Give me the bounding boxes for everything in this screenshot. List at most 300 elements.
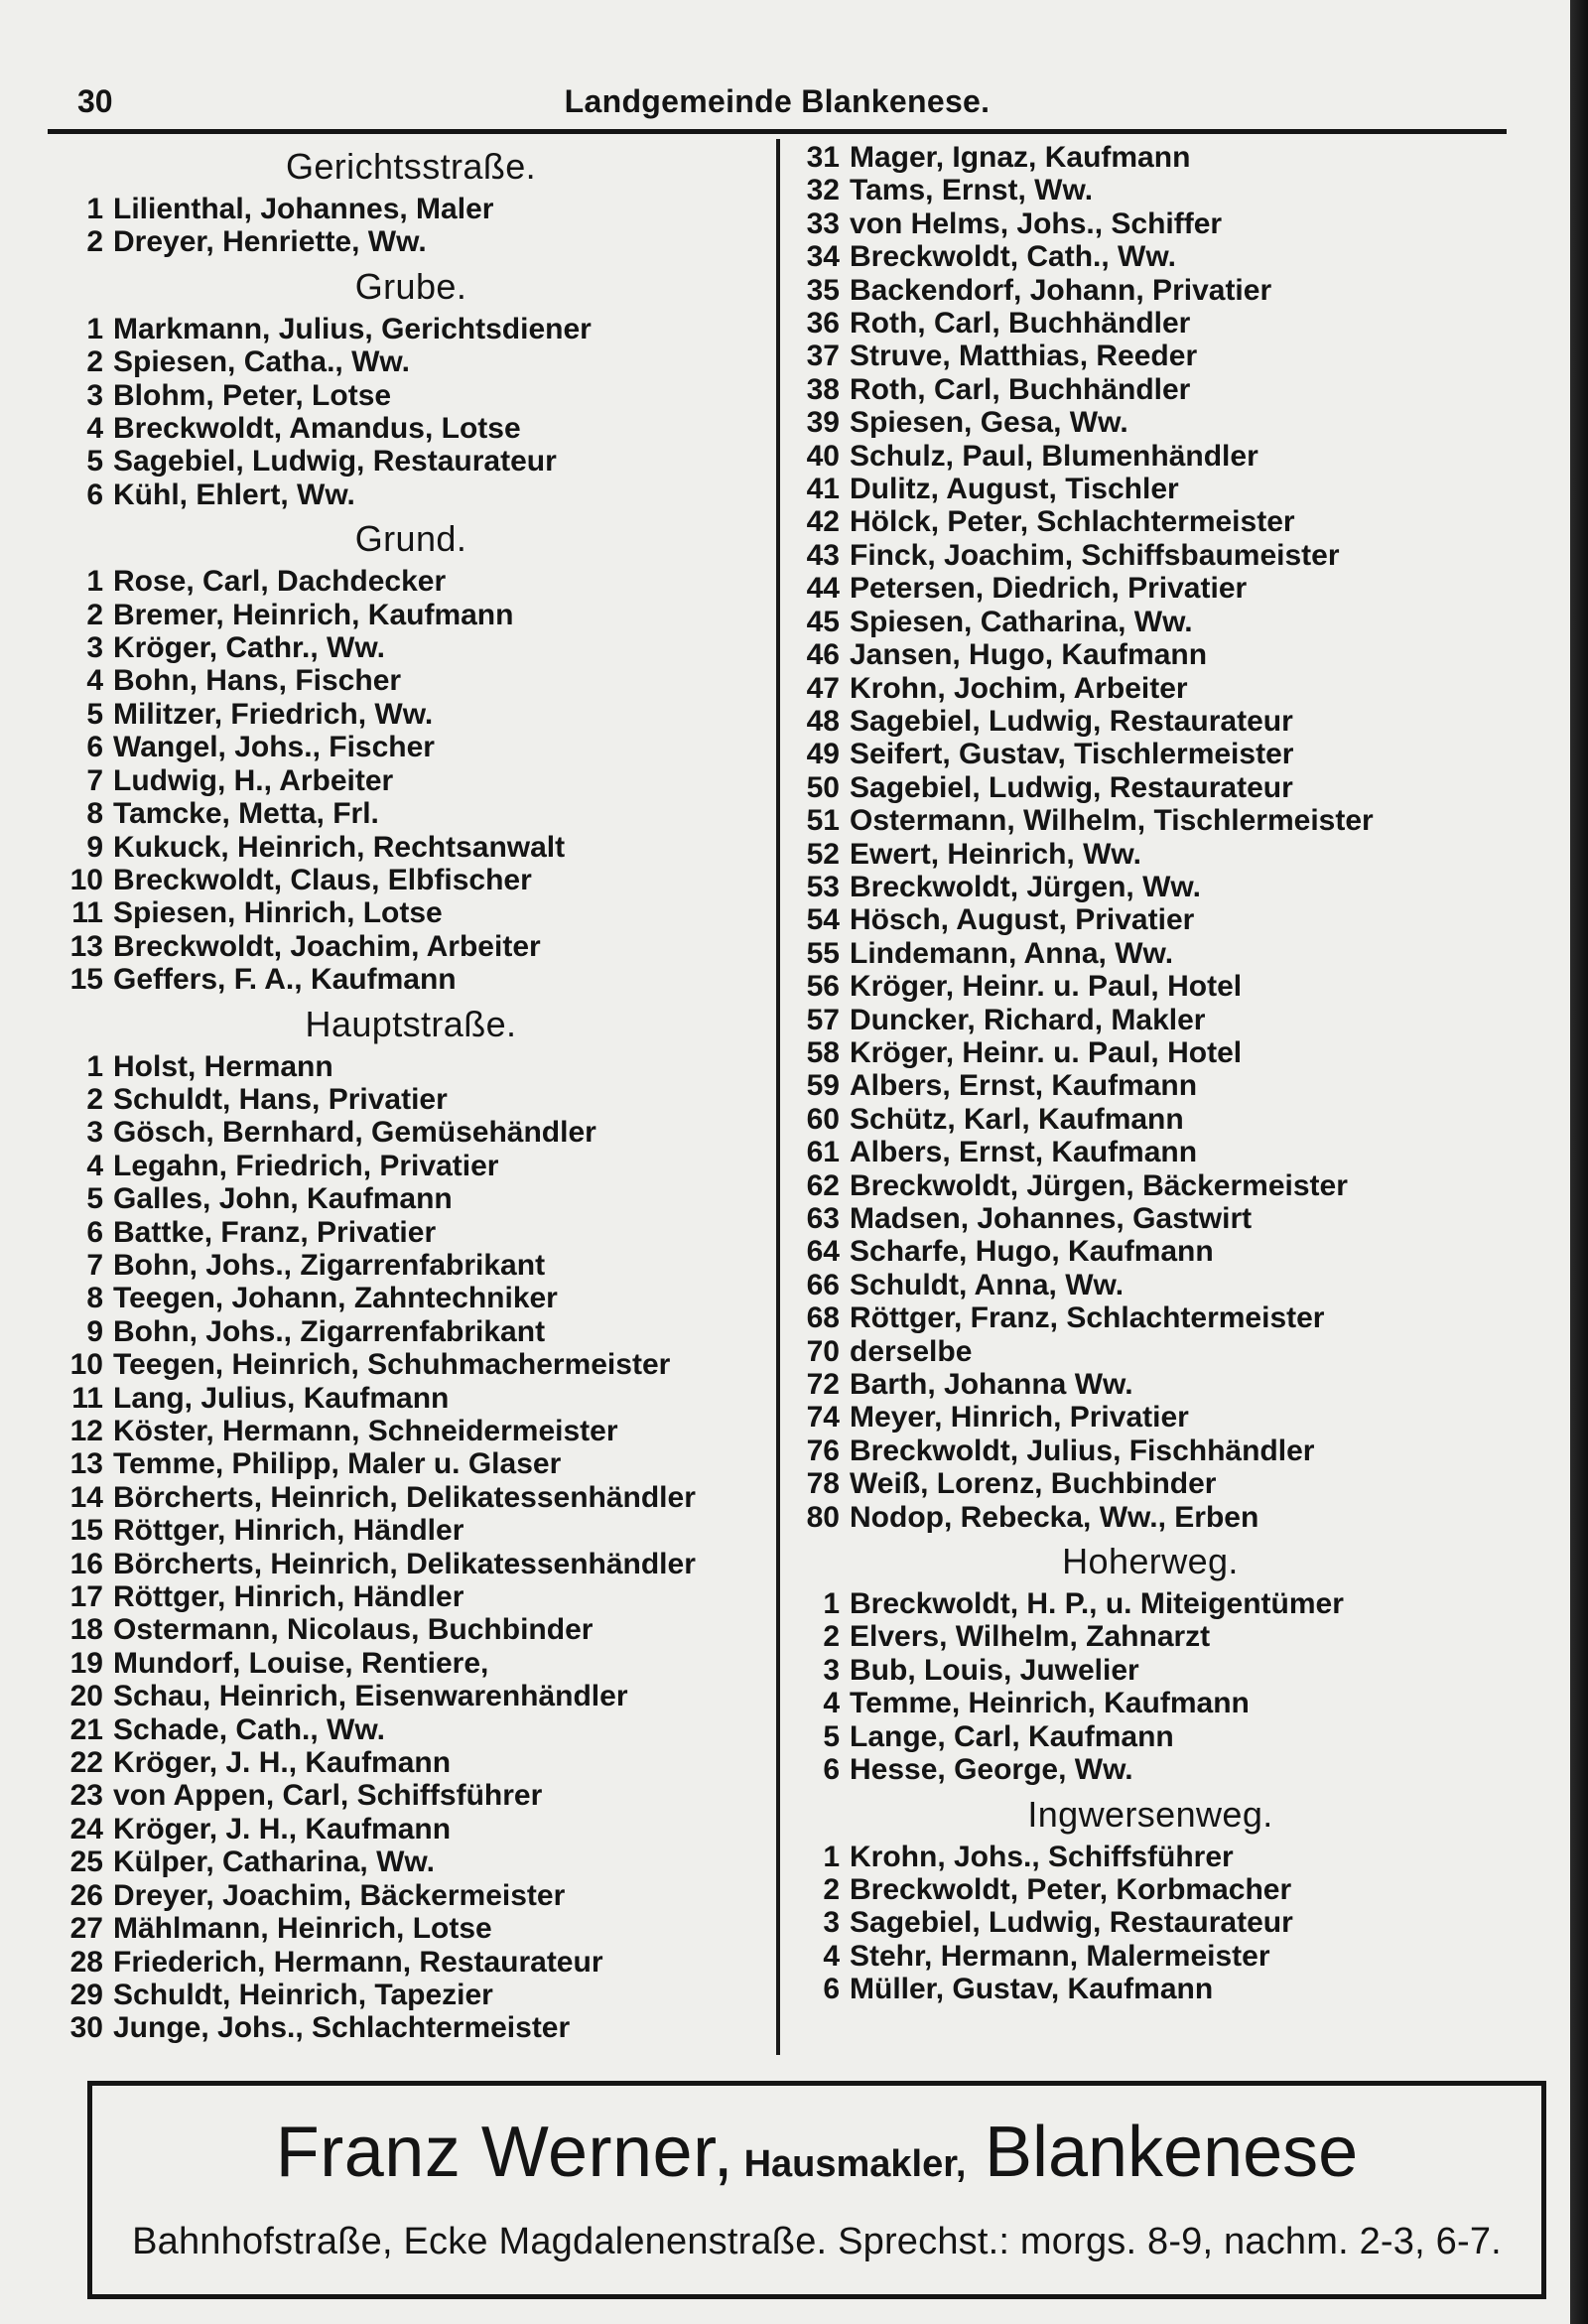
resident-text: Breckwoldt, Claus, Elbfischer xyxy=(113,863,532,896)
resident-text: Breckwoldt, Amandus, Lotse xyxy=(113,412,521,446)
directory-entry xyxy=(788,804,1513,837)
resident-text: Albers, Ernst, Kaufmann xyxy=(850,1136,1198,1169)
house-number: 53 xyxy=(806,870,840,903)
directory-entry xyxy=(58,1979,764,2011)
street-section xyxy=(58,261,764,511)
directory-entry xyxy=(58,445,764,478)
directory-entry xyxy=(58,698,764,731)
resident-text: Lang, Julius, Kaufmann xyxy=(113,1381,450,1415)
resident-text: Jansen, Hugo, Kaufmann xyxy=(850,638,1208,672)
directory-entry xyxy=(788,638,1513,671)
house-number: 4 xyxy=(86,412,103,446)
house-number: 6 xyxy=(86,1215,103,1249)
house-number: 1 xyxy=(86,193,103,225)
house-number: 2 xyxy=(823,1620,840,1654)
resident-text: Stehr, Hermann, Malermeister xyxy=(850,1939,1270,1973)
house-number: 27 xyxy=(69,1912,103,1946)
house-number: 29 xyxy=(69,1978,103,2011)
resident-text: Militzer, Friedrich, Ww. xyxy=(113,697,434,731)
resident-text: Tamcke, Metta, Frl. xyxy=(113,797,379,831)
directory-entry xyxy=(58,1382,764,1415)
resident-text: Bohn, Johs., Zigarrenfabrikant xyxy=(113,1314,546,1348)
resident-text: Elvers, Wilhelm, Zahnarzt xyxy=(850,1620,1211,1654)
directory-entry xyxy=(788,141,1513,174)
house-number: 40 xyxy=(806,439,840,473)
header-rule xyxy=(48,129,1507,134)
house-number: 25 xyxy=(69,1846,103,1879)
house-number: 4 xyxy=(86,1149,103,1182)
directory-entry xyxy=(58,1050,764,1083)
directory-entry xyxy=(58,599,764,631)
resident-text: Röttger, Hinrich, Händler xyxy=(113,1580,464,1614)
resident-text: Breckwoldt, Peter, Korbmacher xyxy=(850,1872,1292,1906)
ad-place: Blankenese xyxy=(984,2113,1359,2192)
resident-text: Geffers, F. A., Kaufmann xyxy=(113,963,457,997)
resident-text: Blohm, Peter, Lotse xyxy=(113,378,392,412)
page-edge-shadow xyxy=(1570,0,1588,2324)
directory-entry xyxy=(58,1580,764,1613)
house-number: 45 xyxy=(806,605,840,638)
house-number: 1 xyxy=(823,1840,840,1873)
house-number: 78 xyxy=(806,1467,840,1501)
directory-entry xyxy=(788,1687,1513,1719)
directory-entry xyxy=(788,606,1513,638)
directory-entry xyxy=(788,207,1513,240)
house-number: 31 xyxy=(806,141,840,174)
directory-entry xyxy=(788,274,1513,307)
directory-entry xyxy=(788,1368,1513,1401)
resident-text: Scharfe, Hugo, Kaufmann xyxy=(850,1235,1214,1269)
directory-entry xyxy=(58,1713,764,1746)
directory-entry xyxy=(788,937,1513,970)
house-number: 50 xyxy=(806,770,840,804)
directory-entry xyxy=(788,307,1513,340)
resident-text: Breckwoldt, Jürgen, Bäckermeister xyxy=(850,1168,1348,1202)
resident-text: Madsen, Johannes, Gastwirt xyxy=(850,1202,1253,1235)
house-number: 76 xyxy=(806,1434,840,1467)
resident-text: Teegen, Johann, Zahntechniker xyxy=(113,1282,558,1315)
resident-text: Kühl, Ehlert, Ww. xyxy=(113,478,355,511)
directory-entry xyxy=(788,871,1513,903)
ad-role: Hausmakler, xyxy=(743,2143,967,2185)
resident-text: Petersen, Diedrich, Privatier xyxy=(850,572,1248,606)
directory-entry xyxy=(788,705,1513,738)
directory-entry xyxy=(788,1004,1513,1036)
directory-entry xyxy=(788,1654,1513,1687)
directory-entry xyxy=(58,1116,764,1149)
resident-text: Dreyer, Joachim, Bäckermeister xyxy=(113,1878,566,1912)
resident-text: Meyer, Hinrich, Privatier xyxy=(850,1401,1189,1435)
resident-text: Wangel, Johs., Fischer xyxy=(113,731,435,764)
directory-entry xyxy=(788,1973,1513,2005)
directory-entry xyxy=(58,1647,764,1680)
directory-entry xyxy=(788,838,1513,871)
resident-text: Lange, Carl, Kaufmann xyxy=(850,1719,1174,1753)
house-number: 17 xyxy=(69,1580,103,1614)
directory-entry xyxy=(788,1269,1513,1301)
resident-text: Finck, Joachim, Schiffsbaumeister xyxy=(850,538,1340,572)
house-number: 6 xyxy=(86,731,103,764)
resident-text: Albers, Ernst, Kaufmann xyxy=(850,1069,1198,1103)
house-number: 43 xyxy=(806,538,840,572)
directory-entry xyxy=(58,1912,764,1945)
house-number: 5 xyxy=(823,1719,840,1753)
resident-text: Weiß, Lorenz, Buchbinder xyxy=(850,1467,1217,1501)
house-number: 9 xyxy=(86,830,103,864)
house-number: 11 xyxy=(71,1381,103,1415)
resident-text: Bohn, Johs., Zigarrenfabrikant xyxy=(113,1248,546,1282)
house-number: 38 xyxy=(806,372,840,406)
resident-text: Hösch, August, Privatier xyxy=(850,903,1195,937)
directory-entry xyxy=(788,1467,1513,1500)
directory-entry xyxy=(58,1779,764,1812)
directory-entry xyxy=(58,1746,764,1779)
running-head: Landgemeinde Blankenese. xyxy=(564,83,991,119)
resident-text: Schulz, Paul, Blumenhändler xyxy=(850,439,1258,473)
resident-text: Krohn, Jochim, Arbeiter xyxy=(850,671,1188,705)
directory-entry xyxy=(788,738,1513,770)
resident-text: Temme, Philipp, Maler u. Glaser xyxy=(113,1447,562,1481)
house-number: 5 xyxy=(86,1182,103,1216)
page-header xyxy=(48,83,1507,131)
street-title: Grund. xyxy=(354,518,467,560)
directory-entry xyxy=(58,478,764,511)
directory-entry xyxy=(788,1940,1513,1973)
resident-text: Börcherts, Heinrich, Delikatessenhändler xyxy=(113,1480,696,1514)
house-number: 8 xyxy=(86,1282,103,1315)
directory-entry xyxy=(58,1846,764,1878)
resident-text: Struve, Matthias, Reeder xyxy=(850,340,1198,373)
house-number: 2 xyxy=(86,225,103,259)
house-number: 14 xyxy=(69,1480,103,1514)
advertisement-box xyxy=(87,2081,1546,2299)
house-number: 2 xyxy=(86,598,103,631)
directory-entry xyxy=(788,1335,1513,1368)
directory-entry xyxy=(788,440,1513,473)
house-number: 1 xyxy=(86,312,103,345)
directory-entry xyxy=(58,1613,764,1646)
directory-entry xyxy=(788,1841,1513,1873)
resident-text: Röttger, Franz, Schlachtermeister xyxy=(850,1301,1325,1335)
resident-text: Markmann, Julius, Gerichtsdiener xyxy=(113,312,592,345)
resident-text: Spiesen, Catha., Ww. xyxy=(113,345,410,379)
directory-entry xyxy=(58,1481,764,1514)
house-number: 12 xyxy=(69,1415,103,1447)
ad-headline xyxy=(92,2112,1541,2193)
resident-text: Backendorf, Johann, Privatier xyxy=(850,273,1272,307)
directory-entry xyxy=(58,864,764,896)
house-number: 19 xyxy=(69,1646,103,1680)
resident-text: Tams, Ernst, Ww. xyxy=(850,174,1094,207)
directory-entry xyxy=(58,193,764,225)
directory-entry xyxy=(58,1813,764,1846)
directory-entry xyxy=(58,664,764,697)
directory-entry xyxy=(58,565,764,598)
street-section xyxy=(788,141,1513,1534)
directory-entry xyxy=(788,1036,1513,1069)
house-number: 58 xyxy=(806,1035,840,1069)
house-number: 3 xyxy=(823,1906,840,1940)
directory-entry xyxy=(788,1136,1513,1168)
directory-entry xyxy=(788,1401,1513,1434)
resident-text: Teegen, Heinrich, Schuhmachermeister xyxy=(113,1348,671,1382)
street-title: Hoherweg. xyxy=(1062,1541,1239,1582)
directory-entry xyxy=(58,1182,764,1215)
house-number: 42 xyxy=(806,505,840,539)
house-number: 24 xyxy=(69,1812,103,1846)
house-number: 7 xyxy=(86,1248,103,1282)
house-number: 15 xyxy=(69,963,103,997)
resident-text: von Helms, Johs., Schiffer xyxy=(850,206,1223,240)
resident-text: Ewert, Heinrich, Ww. xyxy=(850,837,1141,871)
resident-text: Ostermann, Wilhelm, Tischlermeister xyxy=(850,804,1374,838)
directory-entry xyxy=(788,1301,1513,1334)
house-number: 55 xyxy=(806,936,840,970)
directory-entry xyxy=(58,1216,764,1249)
house-number: 7 xyxy=(86,763,103,797)
resident-text: Krohn, Johs., Schiffsführer xyxy=(850,1840,1234,1873)
house-number: 33 xyxy=(806,206,840,240)
house-number: 6 xyxy=(823,1973,840,2006)
house-number: 2 xyxy=(86,1082,103,1116)
house-number: 48 xyxy=(806,704,840,738)
resident-text: Battke, Franz, Privatier xyxy=(113,1215,437,1249)
directory-entry xyxy=(58,1879,764,1912)
directory-entry xyxy=(788,240,1513,273)
directory-entry xyxy=(788,903,1513,936)
resident-text: Friederich, Hermann, Restaurateur xyxy=(113,1945,603,1979)
house-number: 74 xyxy=(806,1401,840,1435)
house-number: 51 xyxy=(806,804,840,838)
resident-text: Dreyer, Henriette, Ww. xyxy=(113,225,427,259)
street-section xyxy=(58,999,764,2045)
house-number: 6 xyxy=(86,478,103,511)
street-title: Grube. xyxy=(354,265,467,307)
directory-entry xyxy=(788,1873,1513,1906)
resident-text: Lilienthal, Johannes, Maler xyxy=(113,193,494,225)
house-number: 63 xyxy=(806,1202,840,1235)
directory-entry xyxy=(58,1282,764,1314)
house-number: 60 xyxy=(806,1102,840,1136)
house-number: 70 xyxy=(806,1334,840,1368)
house-number: 9 xyxy=(86,1314,103,1348)
resident-text: Mählmann, Heinrich, Lotse xyxy=(113,1912,492,1946)
house-number: 23 xyxy=(69,1779,103,1813)
directory-entry xyxy=(788,1620,1513,1653)
directory-entry xyxy=(58,412,764,445)
street-section xyxy=(788,1789,1513,2006)
directory-entry xyxy=(788,1202,1513,1235)
house-number: 72 xyxy=(806,1368,840,1402)
directory-entry xyxy=(58,1548,764,1580)
directory-entry xyxy=(58,930,764,963)
directory-entry xyxy=(58,631,764,664)
directory-entry xyxy=(788,539,1513,572)
house-number: 3 xyxy=(86,1116,103,1150)
resident-text: Bub, Louis, Juwelier xyxy=(850,1653,1139,1687)
resident-text: Breckwoldt, H. P., u. Miteigentümer xyxy=(850,1587,1344,1621)
house-number: 13 xyxy=(69,1447,103,1481)
resident-text: Schuldt, Anna, Ww. xyxy=(850,1268,1125,1301)
directory-entry xyxy=(788,174,1513,206)
directory-entry xyxy=(58,379,764,412)
resident-text: Schuldt, Heinrich, Tapezier xyxy=(113,1978,493,2011)
column-divider xyxy=(776,139,780,2055)
resident-text: Breckwoldt, Joachim, Arbeiter xyxy=(113,929,541,963)
right-column xyxy=(788,141,1513,2008)
resident-text: Kröger, Cathr., Ww. xyxy=(113,631,385,665)
resident-text: Rose, Carl, Dachdecker xyxy=(113,565,447,599)
house-number: 41 xyxy=(806,473,840,506)
resident-text: Mundorf, Louise, Rentiere, xyxy=(113,1646,489,1680)
directory-entry xyxy=(788,1235,1513,1268)
resident-text: Sagebiel, Ludwig, Restaurateur xyxy=(850,770,1293,804)
house-number: 10 xyxy=(69,1348,103,1382)
house-number: 4 xyxy=(823,1939,840,1973)
directory-entry xyxy=(788,1906,1513,1939)
directory-entry xyxy=(58,797,764,830)
house-number: 6 xyxy=(823,1753,840,1787)
resident-text: Bremer, Heinrich, Kaufmann xyxy=(113,598,514,631)
resident-text: Schuldt, Hans, Privatier xyxy=(113,1082,448,1116)
directory-entry xyxy=(788,672,1513,705)
directory-entry xyxy=(58,1150,764,1182)
resident-text: Börcherts, Heinrich, Delikatessenhändler xyxy=(113,1547,696,1580)
house-number: 32 xyxy=(806,174,840,207)
resident-text: Bohn, Hans, Fischer xyxy=(113,664,402,698)
resident-text: Röttger, Hinrich, Händler xyxy=(113,1514,464,1548)
house-number: 34 xyxy=(806,240,840,274)
house-number: 2 xyxy=(86,345,103,379)
directory-entry xyxy=(788,572,1513,605)
resident-text: Kröger, J. H., Kaufmann xyxy=(113,1746,452,1780)
house-number: 3 xyxy=(86,631,103,665)
house-number: 57 xyxy=(806,1003,840,1036)
house-number: 10 xyxy=(69,863,103,896)
directory-entry xyxy=(788,473,1513,505)
directory-entry xyxy=(58,1083,764,1116)
house-number: 4 xyxy=(86,664,103,698)
directory-entry xyxy=(58,1348,764,1381)
resident-text: Sagebiel, Ludwig, Restaurateur xyxy=(850,1906,1293,1940)
resident-text: Gösch, Bernhard, Gemüsehändler xyxy=(113,1116,596,1150)
resident-text: Kukuck, Heinrich, Rechtsanwalt xyxy=(113,830,566,864)
resident-text: Legahn, Friedrich, Privatier xyxy=(113,1149,499,1182)
resident-text: Junge, Johs., Schlachtermeister xyxy=(113,2011,571,2045)
directory-entry xyxy=(58,764,764,797)
directory-entry xyxy=(58,313,764,345)
directory-entry xyxy=(58,1680,764,1712)
resident-text: Spiesen, Catharina, Ww. xyxy=(850,605,1193,638)
house-number: 18 xyxy=(69,1613,103,1647)
house-number: 4 xyxy=(823,1687,840,1720)
house-number: 3 xyxy=(86,378,103,412)
house-number: 5 xyxy=(86,445,103,478)
resident-text: Breckwoldt, Julius, Fischhändler xyxy=(850,1434,1315,1467)
directory-entry xyxy=(788,1587,1513,1620)
resident-text: Mager, Ignaz, Kaufmann xyxy=(850,141,1191,174)
resident-text: Lindemann, Anna, Ww. xyxy=(850,936,1174,970)
house-number: 62 xyxy=(806,1168,840,1202)
directory-entry xyxy=(788,1103,1513,1136)
resident-text: Roth, Carl, Buchhändler xyxy=(850,307,1191,341)
house-number: 8 xyxy=(86,797,103,831)
directory-entry xyxy=(788,340,1513,372)
house-number: 13 xyxy=(69,929,103,963)
house-number: 37 xyxy=(806,340,840,373)
directory-entry xyxy=(58,1447,764,1480)
resident-text: Breckwoldt, Jürgen, Ww. xyxy=(850,870,1201,903)
resident-text: Roth, Carl, Buchhändler xyxy=(850,372,1191,406)
directory-entry xyxy=(788,505,1513,538)
street-title: Ingwersenweg. xyxy=(1027,1793,1273,1835)
house-number: 64 xyxy=(806,1235,840,1269)
resident-text: Külper, Catharina, Ww. xyxy=(113,1846,435,1879)
directory-entry xyxy=(788,1435,1513,1467)
resident-text: Temme, Heinrich, Kaufmann xyxy=(850,1687,1250,1720)
directory-entry xyxy=(788,1720,1513,1753)
resident-text: Sagebiel, Ludwig, Restaurateur xyxy=(113,445,557,478)
directory-entry xyxy=(788,1501,1513,1534)
directory-entry xyxy=(58,1514,764,1547)
house-number: 30 xyxy=(69,2011,103,2045)
house-number: 46 xyxy=(806,638,840,672)
directory-entry xyxy=(58,1315,764,1348)
resident-text: Ludwig, H., Arbeiter xyxy=(113,763,394,797)
house-number: 11 xyxy=(71,896,103,930)
house-number: 52 xyxy=(806,837,840,871)
directory-entry xyxy=(58,896,764,929)
house-number: 26 xyxy=(69,1878,103,1912)
ad-name: Franz Werner, xyxy=(275,2113,734,2192)
resident-text: Galles, John, Kaufmann xyxy=(113,1182,453,1216)
directory-entry xyxy=(58,831,764,864)
resident-text: Barth, Johanna Ww. xyxy=(850,1368,1133,1402)
page-number: 30 xyxy=(77,83,113,119)
directory-entry xyxy=(788,1169,1513,1202)
resident-text: Spiesen, Gesa, Ww. xyxy=(850,406,1128,440)
resident-text: Breckwoldt, Cath., Ww. xyxy=(850,240,1176,274)
house-number: 39 xyxy=(806,406,840,440)
street-title: Hauptstraße. xyxy=(305,1003,517,1044)
resident-text: Spiesen, Hinrich, Lotse xyxy=(113,896,443,930)
resident-text: Schau, Heinrich, Eisenwarenhändler xyxy=(113,1680,628,1713)
house-number: 68 xyxy=(806,1301,840,1335)
resident-text: Duncker, Richard, Makler xyxy=(850,1003,1206,1036)
resident-text: Hölck, Peter, Schlachtermeister xyxy=(850,505,1295,539)
resident-text: Kröger, Heinr. u. Paul, Hotel xyxy=(850,1035,1243,1069)
house-number: 1 xyxy=(823,1587,840,1621)
directory-entry xyxy=(58,225,764,258)
resident-text: von Appen, Carl, Schiffsführer xyxy=(113,1779,543,1813)
house-number: 1 xyxy=(86,565,103,599)
directory-entry xyxy=(788,970,1513,1003)
resident-text: Kröger, J. H., Kaufmann xyxy=(113,1812,452,1846)
resident-text: Müller, Gustav, Kaufmann xyxy=(850,1973,1214,2006)
house-number: 2 xyxy=(823,1872,840,1906)
directory-entry xyxy=(58,731,764,763)
house-number: 22 xyxy=(69,1746,103,1780)
left-column xyxy=(58,141,764,2047)
house-number: 20 xyxy=(69,1680,103,1713)
resident-text: derselbe xyxy=(850,1334,973,1368)
directory-entry xyxy=(58,345,764,378)
directory-entry xyxy=(788,1069,1513,1102)
directory-entry xyxy=(788,771,1513,804)
house-number: 3 xyxy=(823,1653,840,1687)
directory-entry xyxy=(58,1249,764,1282)
resident-text: Nodop, Rebecka, Ww., Erben xyxy=(850,1500,1259,1534)
